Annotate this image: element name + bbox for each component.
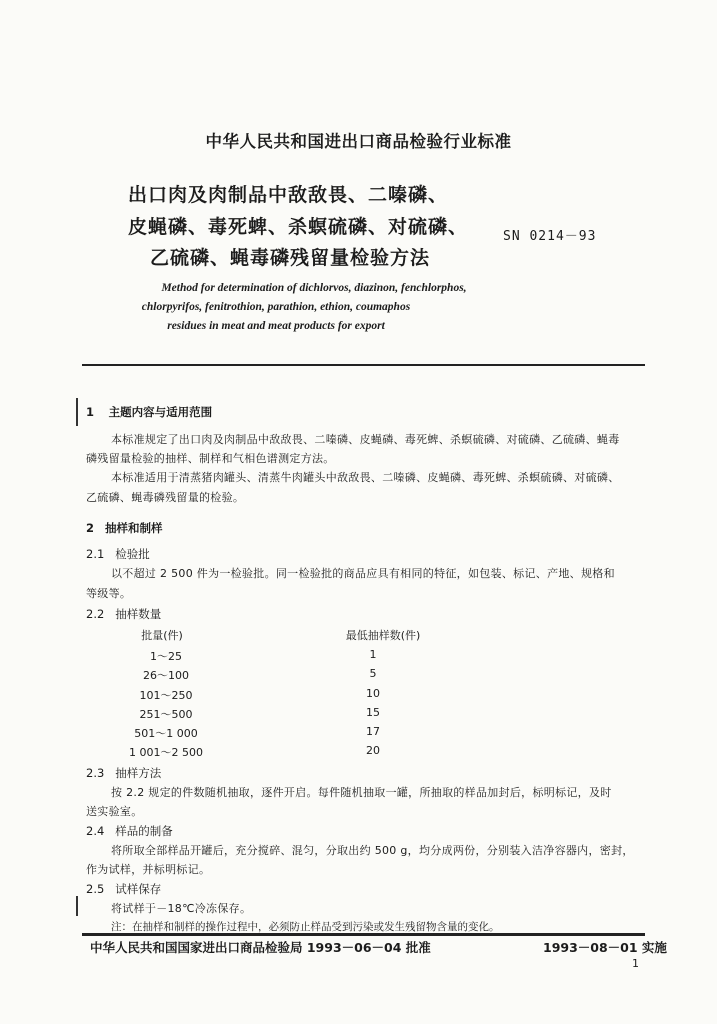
- margin-mark-bottom: [76, 896, 78, 916]
- section-2-5-heading: 2.5 试样保存: [86, 882, 162, 896]
- sampling-note: 注：在抽样和制样的操作过程中，必须防止样品受到污染或发生残留物含量的变化。: [111, 921, 500, 933]
- section-2-3-heading: 2.3 抽样方法: [86, 766, 162, 780]
- table-row-2-samples: 5: [369, 667, 377, 680]
- table-row-6-samples: 20: [366, 744, 380, 757]
- standard-number: SN 0214－93: [503, 229, 597, 244]
- table-row-3-samples: 10: [366, 687, 380, 700]
- table-row-3-lot: 101～250: [139, 689, 193, 702]
- issuing-organization: 中华人民共和国进出口商品检验行业标准: [205, 132, 512, 151]
- section-2-1-line-2: 等级等。: [86, 587, 132, 600]
- table-row-1-lot: 1～25: [150, 650, 182, 663]
- title-line-2: 皮蝇磷、毒死蜱、杀螟硫磷、对硫磷、: [128, 216, 469, 238]
- footer-divider: [82, 933, 645, 936]
- section-2-4-heading: 2.4 样品的制备: [86, 824, 173, 838]
- margin-mark-top: [76, 398, 78, 426]
- english-title-line-3: residues in meat and meat products for export: [167, 320, 385, 332]
- section-2-4-line-1: 将所取全部样品开罐后，充分搅碎、混匀，分取出约 500 g，均分成两份，分别装入洁净容器内，密封，: [111, 844, 634, 857]
- section-1-heading: 1 主题内容与适用范围: [86, 405, 213, 419]
- table-row-4-samples: 15: [366, 706, 380, 719]
- table-header-min-samples: 最低抽样数(件): [345, 629, 421, 642]
- table-row-5-lot: 501～1 000: [134, 727, 198, 740]
- title-line-1: 出口肉及肉制品中敌敌畏、二嗪磷、: [128, 184, 449, 206]
- section-2-4-line-2: 作为试样，并标明标记。: [86, 863, 211, 876]
- section-1-para-1-line-1: 本标准规定了出口肉及肉制品中敌敌畏、二嗪磷、皮蝇磷、毒死蜱、杀螟硫磷、对硫磷、乙硫磷、蝇毒: [111, 433, 620, 446]
- table-header-lot-size: 批量(件): [141, 629, 183, 642]
- section-2-1-line-1: 以不超过 2 500 件为一检验批。同一检验批的商品应具有相同的特征，如包装、标记、产地、规格和: [111, 567, 615, 580]
- table-row-6-lot: 1 001～2 500: [129, 746, 203, 759]
- english-title-line-1: Method for determination of dichlorvos, diazinon, fenchlorphos,: [161, 282, 467, 294]
- section-1-para-1-line-2: 磷残留量检验的抽样、制样和气相色谱测定方法。: [86, 452, 335, 465]
- section-2-5-line-1: 将试样于－18℃冷冻保存。: [111, 902, 252, 915]
- page-number: 1: [632, 957, 639, 970]
- table-row-1-samples: 1: [369, 648, 377, 661]
- approval-issuer: 中华人民共和国国家进出口商品检验局 1993－06－04 批准: [90, 940, 431, 955]
- english-title-line-2: chlorpyrifos, fenitrothion, parathion, ethion, coumaphos: [141, 301, 411, 313]
- table-row-5-samples: 17: [366, 725, 380, 738]
- effective-date: 1993－08－01 实施: [543, 940, 667, 955]
- table-row-4-lot: 251～500: [139, 708, 193, 721]
- section-2-2-heading: 2.2 抽样数量: [86, 607, 162, 621]
- section-2-3-line-1: 按 2.2 规定的件数随机抽取，逐件开启。每件随机抽取一罐，所抽取的样品加封后，标明标记，及时: [111, 786, 612, 799]
- section-1-para-2-line-2: 乙硫磷、蝇毒磷残留量的检验。: [86, 491, 245, 504]
- section-2-1-heading: 2.1 检验批: [86, 547, 150, 561]
- header-divider: [82, 364, 645, 366]
- section-2-heading: 2 抽样和制样: [86, 521, 163, 535]
- table-row-2-lot: 26～100: [143, 669, 189, 682]
- section-1-para-2-line-1: 本标准适用于清蒸猪肉罐头、清蒸牛肉罐头中敌敌畏、二嗪磷、皮蝇磷、毒死蜱、杀螟硫磷、对硫磷、: [111, 471, 620, 484]
- section-2-3-line-2: 送实验室。: [86, 805, 143, 818]
- title-line-3: 乙硫磷、蝇毒磷残留量检验方法: [150, 247, 431, 269]
